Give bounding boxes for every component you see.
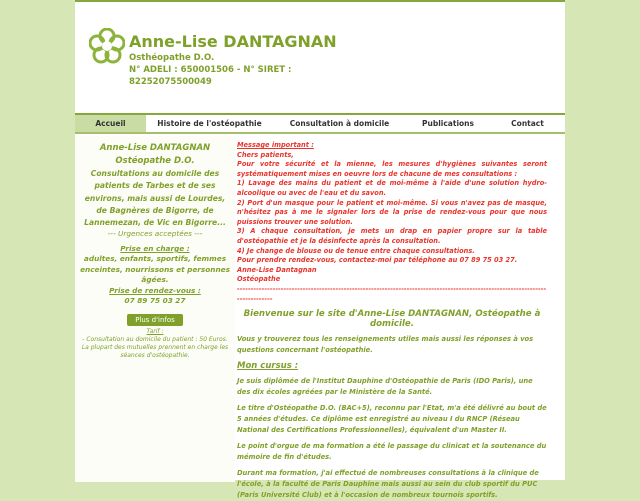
cursus-paragraph: Le titre d'Ostéopathe D.O. (BAC+5), reconnu par l'Etat, m'a été délivré au bout de 5 années d'études. Ce diplôme est enregistré au niveau I du RNCP (Réseau National des Certifications Professionnelles), équivalent d'un Master II. [237, 403, 547, 434]
sidebar-intro: Consultations au domicile des patients de Tarbes et de ses environs, mais aussi de Lourdes, de Bagnères de Bigorre, de Lannemezan, de Vic en Bigorre... [84, 169, 226, 228]
message-line: Anne-Lise Dantagnan [237, 265, 317, 274]
main-nav [75, 113, 565, 134]
cursus-paragraph: Je suis diplômée de l'Institut Dauphine d'Ostéopathie de Paris (IDO Paris), une des dix écoles agréées par le Ministère de la Santé. [237, 376, 533, 396]
header [75, 2, 565, 112]
nav-consultation[interactable]: Consultation à domicile [289, 119, 390, 128]
intro-text: Vous y trouverez tous les renseignements utiles mais aussi les réponses à vos questions concernant l'ostéopathie. [237, 334, 534, 354]
message-line: Pour prendre rendez-vous, contactez-moi par téléphone au 07 89 75 03 27. [237, 256, 518, 265]
nav-contact[interactable]: Contact [511, 119, 544, 128]
tarif-label: Tarif : [146, 327, 164, 335]
important-message [237, 141, 547, 285]
flower-logo-icon [89, 28, 125, 64]
nav-histoire[interactable]: Histoire de l'ostéopathie [157, 119, 262, 128]
urgences: --- Urgences acceptées --- [107, 229, 203, 239]
sidebar-role: Ostéopathe D.O. [115, 156, 195, 166]
nav-publications[interactable]: Publications [422, 119, 474, 128]
ids-line-2: 82252075500049 [129, 77, 212, 87]
prise-text: adultes, enfants, sportifs, femmes enceintes, nourrissons et personnes âgées. [80, 254, 230, 285]
rdv-label: Prise de rendez-vous : [109, 285, 201, 295]
message-title: Message important : [237, 141, 314, 149]
cursus-paragraph: Durant ma formation, j'ai effectué de nombreuses consultations à la clinique de l'école, à la faculté de Paris Dauphine mais aussi au sein du club sportif du PUC (Paris Université Club) et à l'occasion de nombreux tournois sportifs. [237, 468, 539, 499]
message-line: Pour votre sécurité et la mienne, les mesures d'hygiènes suivantes seront systématiquement mises en oeuvre lors de chacune de mes consultations : [237, 160, 547, 178]
ids-line-1: N° ADELI : 650001506 - N° SIRET : [129, 65, 292, 75]
sidebar-name: Anne-Lise DANTAGNAN [99, 143, 211, 153]
main-content [237, 141, 547, 501]
message-line: 3) A chaque consultation, je mets un drap en papier propre sur la table d'ostéopathie et je la désinfecte après la consultation. [237, 227, 547, 245]
message-line: 4) Je change de blouse ou de tenue entre chaque consultations. [237, 246, 475, 255]
message-line: 1) Lavage des mains du patient et de moi-même à l'aide d'une solution hydro-alcoolique ou avec de l'eau et du savon. [237, 179, 547, 197]
dash-separator: ------------------------------------------------------------------------------------------------------------------------------ [237, 284, 547, 303]
tarif-line-2: La plupart des mutuelles prennent en charge les séances d'ostéopathie. [81, 343, 229, 359]
message-line: Ostéopathe [237, 275, 281, 284]
nav-accueil[interactable]: Accueil [75, 115, 146, 132]
prise-label: Prise en charge : [120, 243, 190, 253]
page [75, 0, 565, 499]
message-line: 2) Port d'un masque pour le patient et moi-même. Si vous n'avez pas de masque, n'hésitez pas à me le signaler lors de la prise de rendez-vous pour que nous puissions trouver une solution. [237, 198, 547, 226]
site-title: Anne-Lise DANTAGNAN [129, 32, 337, 51]
welcome-heading: Bienvenue sur le site d'Anne-Lise DANTAGNAN, Ostéopathe à domicile. [243, 308, 541, 329]
message-line: Chers patients, [237, 150, 294, 159]
tarif-line-1: - Consultation au domicile du patient : 50 Euros. [82, 335, 228, 343]
sidebar [75, 136, 235, 482]
cursus-paragraph: Le point d'orgue de ma formation a été le passage du clinicat et la soutenance du mémoire de fin d'études. [237, 441, 547, 461]
more-info-button[interactable]: Plus d'infos [127, 314, 183, 326]
cursus-heading: Mon cursus : [237, 360, 299, 371]
phone: 07 89 75 03 27 [124, 296, 186, 306]
site-subtitle: Osthéopathe D.O. [129, 53, 215, 63]
